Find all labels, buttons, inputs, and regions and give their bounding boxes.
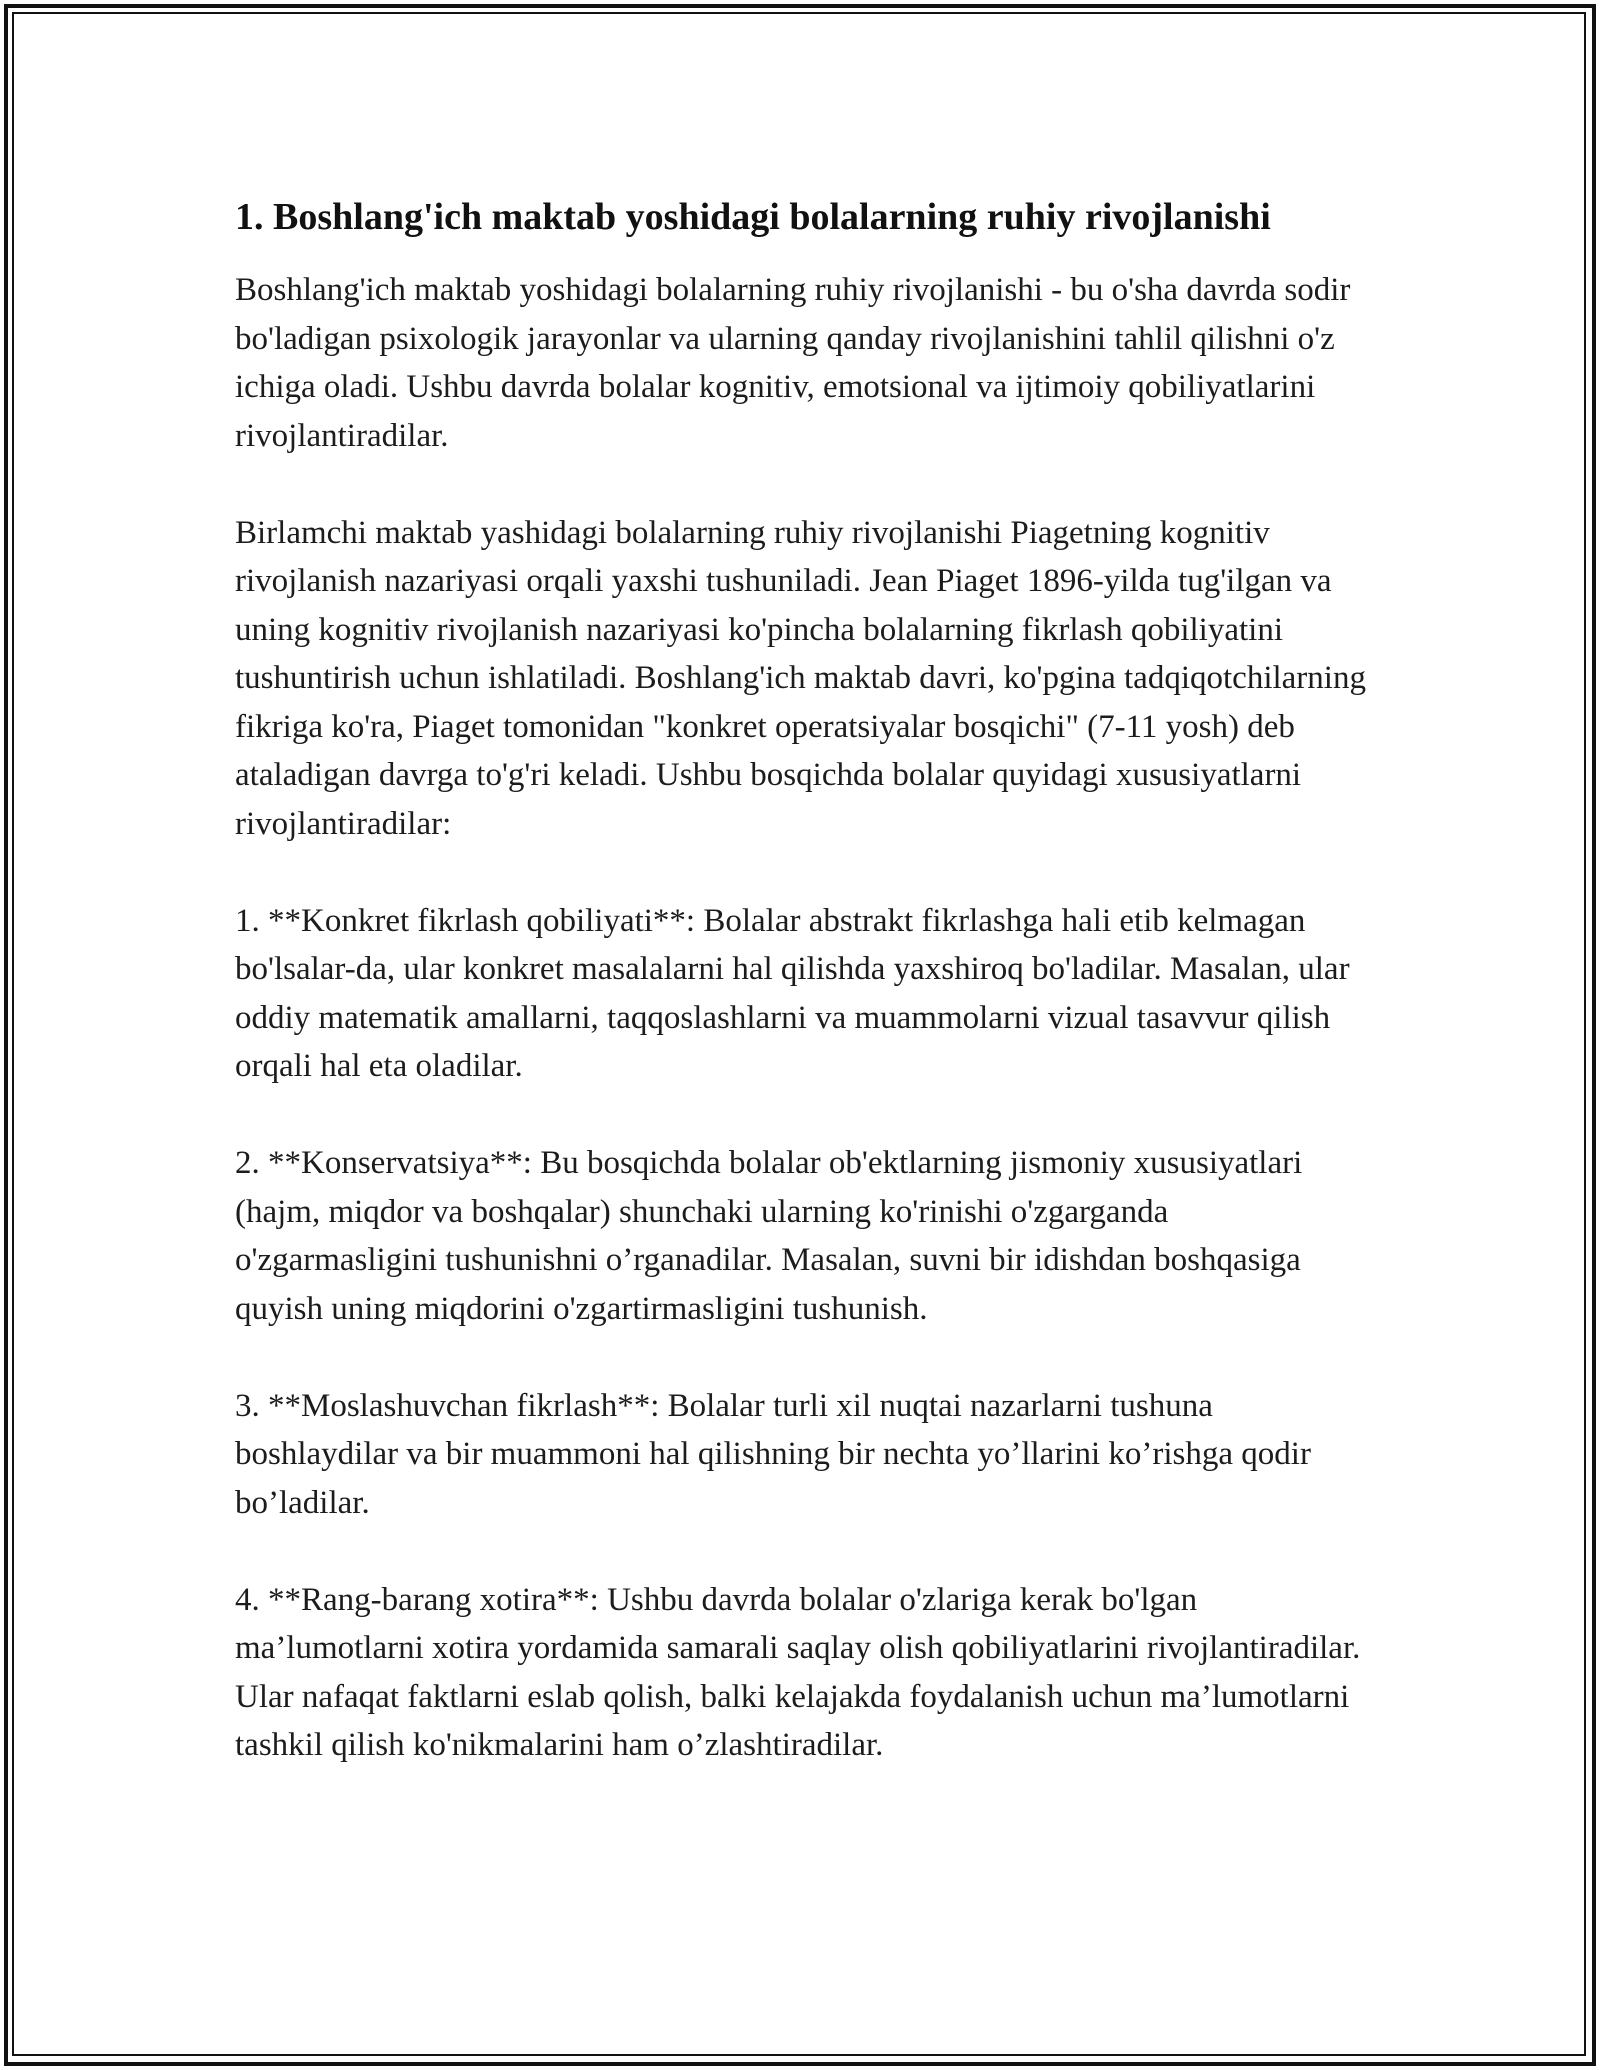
list-item-memory: 4. **Rang-barang xotira**: Ushbu davrda bolalar o'zlariga kerak bo'lgan ma’lumotlarni xotira yordamida samarali saqlay olish qobiliyatlarini rivojlantiradilar. Ular nafaqat faktlarni eslab qolish, balki kelajakda foydalanish uchun ma’lumotlarni tashkil qilish ko'nikmalarini ham o’zlashtiradilar.: [235, 1581, 1361, 1763]
document-body: [235, 190, 1375, 1770]
paragraph-intro: Boshlang'ich maktab yoshidagi bolalarning ruhiy rivojlanishi - bu o'sha davrda sodir bo'ladigan psixologik jarayonlar va ularning qanday rivojlanishini tahlil qilishni o'z ichiga oladi. Ushbu davrda bolalar kognitiv, emotsional va ijtimoiy qobiliyatlarini rivojlantiradilar.: [235, 272, 1351, 454]
list-item-flexible-thinking: 3. **Moslashuvchan fikrlash**: Bolalar turli xil nuqtai nazarlarni tushuna boshlaydilar va bir muammoni hal qilishning bir nechta yo’llarini ko’rishga qodir bo’ladilar.: [235, 1387, 1311, 1521]
list-item-conservation: 2. **Konservatsiya**: Bu bosqichda bolalar ob'ektlarning jismoniy xususiyatlari (hajm, miqdor va boshqalar) shunchaki ularning ko'rinishi o'zgarganda o'zgarmasligini tushunishni o’rganadilar. Masalan, suvni bir idishdan boshqasiga quyish uning miqdorini o'zgartirmasligini tushunish.: [235, 1145, 1303, 1327]
list-item-concrete-thinking: 1. **Konkret fikrlash qobiliyati**: Bolalar abstrakt fikrlashga hali etib kelmagan bo'lsalar-da, ular konkret masalalarni hal qilishda yaxshiroq bo'ladilar. Masalan, ular oddiy matematik amallarni, taqqoslashlarni va muammolarni vizual tasavvur qilish orqali hal eta oladilar.: [235, 902, 1350, 1084]
paragraph-piaget: Birlamchi maktab yashidagi bolalarning ruhiy rivojlanishi Piagetning kognitiv rivojlanish nazariyasi orqali yaxshi tushuniladi. Jean Piaget 1896-yilda tug'ilgan va uning kognitiv rivojlanish nazariyasi ko'pincha bolalarning fikrlash qobiliyatini tushuntirish uchun ishlatiladi. Boshlang'ich maktab davri, ko'pgina tadqiqotchilarning fikriga ko'ra, Piaget tomonidan "konkret operatsiyalar bosqichi" (7-11 yosh) deb ataladigan davrga to'g'ri keladi. Ushbu bosqichda bolalar quyidagi xususiyatlarni rivojlantiradilar:: [235, 514, 1366, 842]
section-title: 1. Boshlang'ich maktab yoshidagi bolalarning ruhiy rivojlanishi: [235, 196, 1271, 238]
